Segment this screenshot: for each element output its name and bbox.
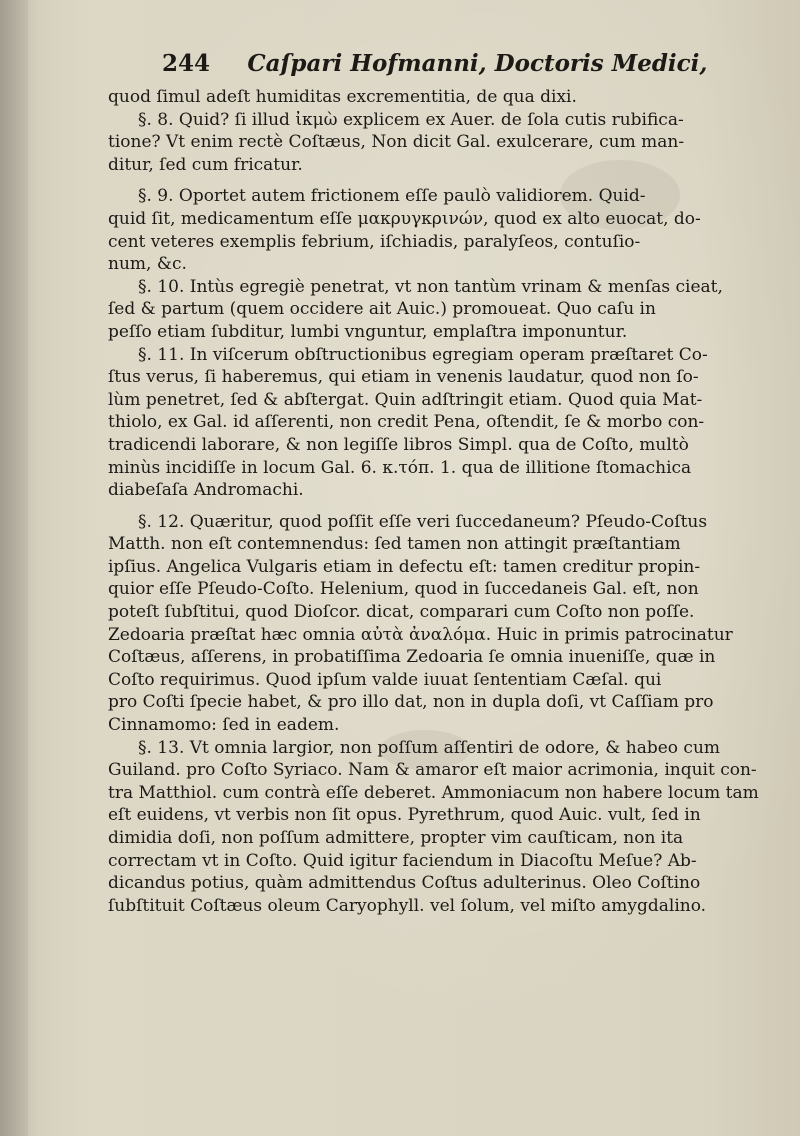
text-line: §. 11. In viſcerum obſtructionibus egregiam operam præſtaret Co- <box>138 344 708 365</box>
text-line: quod ſimul adeſt humiditas excrementitia, de qua dixi. <box>108 87 577 107</box>
text-line: correctam vt in Coſto. Quid igitur faciendum in Diacoſtu Meſue? Ab- <box>108 850 697 871</box>
running-header <box>162 50 707 77</box>
text-line: ipſius. Angelica Vulgaris etiam in defectu eſt: tamen creditur propin- <box>108 556 701 577</box>
text-line: Coſtæus, aſſerens, in probatiſſima Zedoaria ſe omnia inueniſſe, quæ in <box>108 647 716 668</box>
text-line: quid ſit, medicamentum eſſe μακρυγκρινών, quod ex alto euocat, do- <box>108 208 701 229</box>
text-line: ſtus verus, ſi haberemus, qui etiam in venenis laudatur, quod non ſo- <box>108 367 699 388</box>
body-text <box>108 86 768 917</box>
text-line: num, &c. <box>108 254 187 275</box>
text-line: Matth. non eſt contemnendus: ſed tamen non attingit præſtantiam <box>108 534 681 555</box>
text-line: minùs incidiſſe in locum Gal. 6. κ.τόπ. 1. qua de illitione ſtomachica <box>108 457 692 478</box>
text-line: pro Coſti ſpecie habet, & pro illo dat, non in dupla doſi, vt Caſſiam pro <box>108 692 714 713</box>
text-line: §. 12. Quæritur, quod poſſit eſſe veri ſuccedaneum? Pſeudo-Coſtus <box>138 511 708 532</box>
page-gutter <box>0 0 28 1136</box>
text-line: dimidia doſi, non poſſum admittere, propter vim cauſticam, non ita <box>108 828 684 848</box>
text-line: Guiland. pro Coſto Syriaco. Nam & amaror eſt maior acrimonia, inquit con- <box>108 760 757 781</box>
text-line: ſed & partum (quem occidere ait Auic.) promoueat. Quo caſu in <box>108 299 656 320</box>
text-line: cent veteres exemplis febrium, iſchiadis, paralyſeos, contuſio- <box>108 231 641 252</box>
text-line: peſſo etiam ſubditur, lumbi vnguntur, emplaſtra imponuntur. <box>108 321 628 342</box>
text-line: quior eſſe Pſeudo-Coſto. Helenium, quod in ſuccedaneis Gal. eſt, non <box>108 579 699 600</box>
text-line: ditur, ſed cum fricatur. <box>108 154 303 175</box>
text-line: lùm penetret, ſed & abſtergat. Quin adſtringit etiam. Quod quia Mat- <box>108 389 703 410</box>
text-line: §. 9. Oportet autem frictionem eſſe paulò validiorem. Quid- <box>138 186 646 207</box>
text-line: §. 10. Intùs egregiè penetrat, vt non tantùm vrinam & menſas cieat, <box>138 276 723 297</box>
running-title: Caſpari Hofmanni, Doctoris Medici, <box>247 50 708 77</box>
text-line: Zedoaria præſtat hæc omnia αὐτὰ ἀναλόμα. Huic in primis patrocinatur <box>108 624 733 645</box>
text-line: thiolo, ex Gal. id aſſerenti, non credit Pena, oſtendit, ſe & morbo con- <box>108 412 705 433</box>
text-line: Cinnamomo: ſed in eadem. <box>108 715 340 736</box>
text-line: dicandus potius, quàm admittendus Coſtus adulterinus. Oleo Coſtino <box>108 873 701 894</box>
page-number: 244 <box>162 50 211 77</box>
text-line: tradicendi laborare, & non legiſſe libros Simpl. qua de Coſto, multò <box>108 434 689 455</box>
text-line: tione? Vt enim rectè Coſtæus, Non dicit Gal. exulcerare, cum man- <box>108 132 685 153</box>
text-line: tra Matthiol. cum contrà eſſe deberet. Ammoniacum non habere locum tam <box>108 782 759 803</box>
text-line: diabeſaſa Andromachi. <box>108 480 304 501</box>
text-line: eſt euidens, vt verbis non ſit opus. Pyrethrum, quod Auic. vult, ſed in <box>108 805 701 826</box>
text-line: Coſto requirimus. Quod ipſum valde iuuat ſententiam Cæſal. qui <box>108 669 662 690</box>
text-line: ſubſtituit Coſtæus oleum Caryophyll. vel ſolum, vel miſto amygdalino. <box>108 895 707 916</box>
text-line: §. 8. Quid? ſi illud ἰκμὼ explicem ex Auer. de ſola cutis rubifica- <box>138 109 684 130</box>
text-line: poteſt ſubſtitui, quod Dioſcor. dicat, comparari cum Coſto non poſſe. <box>108 602 695 623</box>
text-line: §. 13. Vt omnia largior, non poſſum aſſentiri de odore, & habeo cum <box>138 737 721 758</box>
